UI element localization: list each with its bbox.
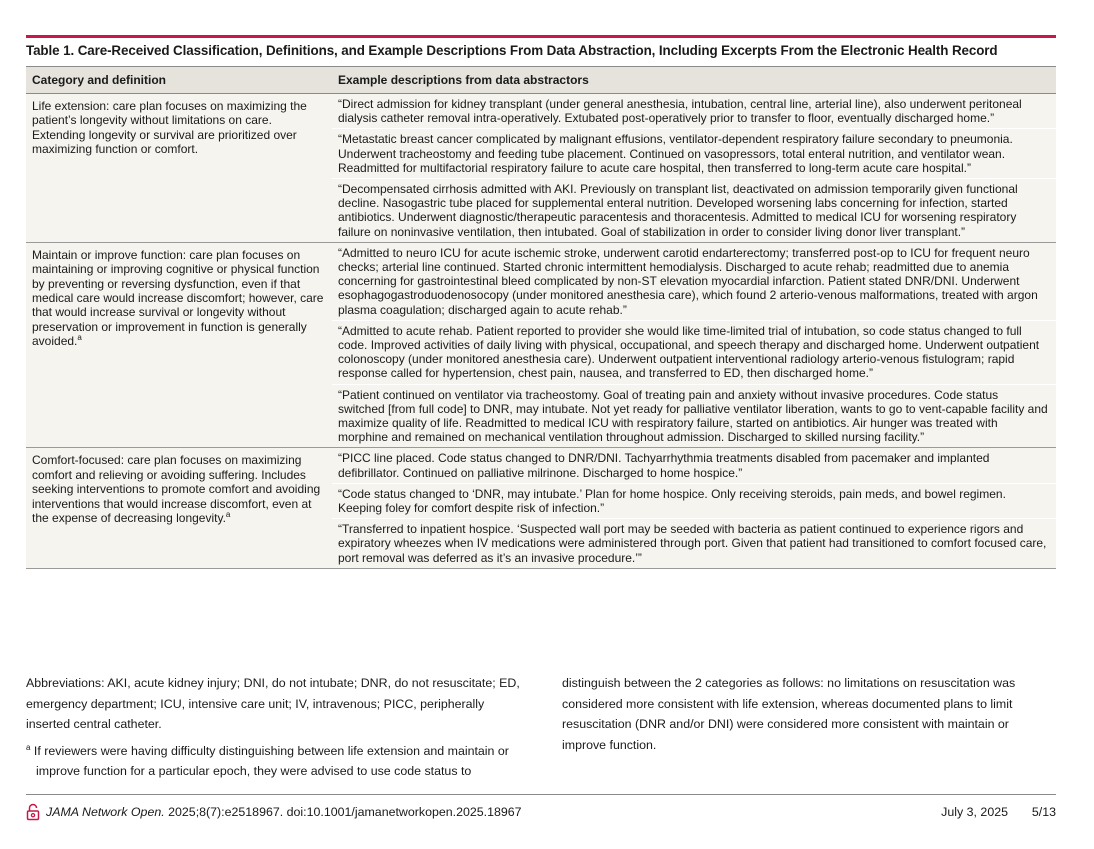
example-description: “Decompensated cirrhosis admitted with AKI. Previously on transplant list, deactivated on admission temporarily given functional decline. Nasogastric tube placed for supplemental enteral nutrition. Developed worsening labs concerning for infection, started antibiotics. Underwent diagnostic/therapeutic paracentesis and thoracentesis. Admitted to medical ICU for worsening respiratory failure on noninvasive ventilation, then intubated. Goal of stabilization in order to consider living donor liver transplant.” <box>338 182 1018 239</box>
example-description: “Patient continued on ventilator via tracheostomy. Goal of treating pain and anxiety without invasive procedures. Code status switched [from full code] to DNR, may intubate. Not yet ready for palliative ventilator liberation, wants to go to vent-capable facility and maximize quality of life. Readmitted to medical ICU with respiratory failure, started on antibiotics. Air hunger was treated with morphine and remained on mechanical ventilation throughout admission. Discharged to skilled nursing facility.” <box>338 387 1048 445</box>
journal-name: JAMA Network Open. <box>46 805 165 819</box>
header-examples: Example descriptions from data abstractors <box>338 72 589 87</box>
document-page <box>26 0 1056 849</box>
table-caption: Table 1. Care-Received Classification, Definitions, and Example Descriptions From Data Abstraction, Including Excerpts From the Electronic Health Record <box>26 43 998 58</box>
definition-text: Maintain or improve function: care plan focuses on maintaining or improving cognitive or physical function by preventing or reversing dysfunction, even if that medical care would increase discomfort; however, care that would increase survival or longevity without preservation or improvement in function is generally avoided. <box>32 247 324 349</box>
category-definition <box>26 94 332 242</box>
example-description: “Admitted to acute rehab. Patient reported to provider she would like time-limited trial of intubation, so code status changed to full code. Improved activities of daily living with physical, occupational, and speech therapy and discharged home. Underwent outpatient colonoscopy (under monitored anesthesia care). Underwent outpatient interventional radiology arterio-venous fistulogram; rapid response called for hypertension, chest pain, nausea, and transferred to ED, then discharged home.” <box>332 321 1056 385</box>
page-number: 5/13 <box>1031 805 1056 819</box>
publication-date: July 3, 2025 <box>941 805 1008 819</box>
category-definition <box>26 448 332 567</box>
category-definition <box>26 243 332 448</box>
footnote-marker: a <box>77 333 82 343</box>
table-row-comfort-focused <box>26 448 1056 568</box>
example-list <box>332 243 1056 448</box>
footnote-text-part1: If reviewers were having difficulty distinguishing between life extension and maintain or improve function for a particular epoch, they were advised to use code status to <box>33 743 509 778</box>
footnote-marker: a <box>26 742 31 752</box>
table-row-maintain-improve-function <box>26 243 1056 449</box>
example-description: “Code status changed to ‘DNR, may intubate.’ Plan for home hospice. Only receiving steroids, pain meds, and bowel regimen. Keeping foley for comfort despite risk of infection.” <box>332 484 1056 519</box>
table-header-row <box>26 66 1056 94</box>
definition-text: Comfort-focused: care plan focuses on maximizing comfort and relieving or avoiding suffering. Includes seeking interventions to promote comfort and avoiding interventions that would increase discomfort, even at the expense of decreasing longevity. <box>32 453 321 526</box>
example-description: “Metastatic breast cancer complicated by malignant effusions, ventilator-dependent respiratory failure secondary to pneumonia. Underwent tracheostomy and feeding tube placement. Continued on vasopressors, total enteral nutrition, and ventilator wean. Readmitted for multifactorial respiratory failure to acute care hospital, then transferred to long-term acute care hospital.” <box>332 129 1056 179</box>
header-category: Category and definition <box>32 72 167 87</box>
footer-rule <box>26 794 1056 795</box>
open-access-lock-icon <box>26 803 40 821</box>
example-description: “PICC line placed. Code status changed to DNR/DNI. Tachyarrhythmia treatments disabled from pacemaker and implanted defibrillator. Continued on palliative milrinone. Discharged to home hospice.” <box>332 448 1056 483</box>
table-row-life-extension <box>26 94 1056 243</box>
citation-text: 2025;8(7):e2518967. doi:10.1001/jamanetworkopen.2025.18967 <box>168 805 522 819</box>
example-list <box>332 448 1056 567</box>
example-description: “Direct admission for kidney transplant (under general anesthesia, intubation, central line, arterial line), also underwent peritoneal dialysis catheter removal intra-operatively. Extubated post-operatively prior to transfer to floor, eventually discharged home.” <box>332 94 1056 129</box>
care-classification-table <box>26 66 1056 569</box>
example-description: “Transferred to inpatient hospice. ‘Suspected wall port may be seeded with bacteria as patient continued to experience rigors and expiratory wheezes when IV medications were administered through port. Given that patient had transitioned to comfort focused care, port removal was deferred as it’s an invasive procedure.’” <box>338 522 1047 565</box>
example-list <box>332 94 1056 242</box>
definition-text: Life extension: care plan focuses on maximizing the patient’s longevity without limitations on care. Extending longevity or survival are prioritized over maximizing function or comfort. <box>32 99 307 157</box>
caption-top-rule <box>26 35 1056 38</box>
notes-column-left <box>26 673 526 781</box>
citation <box>46 805 522 819</box>
footnote-a <box>26 741 526 781</box>
footnote-marker: a <box>225 510 231 520</box>
footnote-text-part2: distinguish between the 2 categories as follows: no limitations on resuscitation was considered more consistent with life extension, whereas documented plans to limit resuscitation (DNR and/or DNI) were considered more consistent with maintain or improve function. <box>562 676 1016 752</box>
abbreviations-note: Abbreviations: AKI, acute kidney injury; DNI, do not intubate; DNR, do not resuscitate; ED, emergency department; ICU, intensive care unit; IV, intravenous; PICC, peripherally inserted central catheter. <box>26 676 520 731</box>
notes-column-right <box>562 673 1052 755</box>
page-footer <box>26 803 1056 823</box>
example-description: “Admitted to neuro ICU for acute ischemic stroke, underwent carotid endarterectomy; transferred post-op to ICU for frequent neuro checks; arterial line continued. Started chronic intermittent hemodialysis. Discharged to acute rehab; readmitted due to anemia concerning for gastrointestinal bleed complicated by non-ST elevation myocardial infarction. Patient stated DNR/DNI. Underwent esophagogastroduodenosocopy (under monitored anesthesia care), which found 2 arterio-venous malformations, treated with argon plasma coagulation; discharged again to acute rehab.” <box>332 243 1056 321</box>
